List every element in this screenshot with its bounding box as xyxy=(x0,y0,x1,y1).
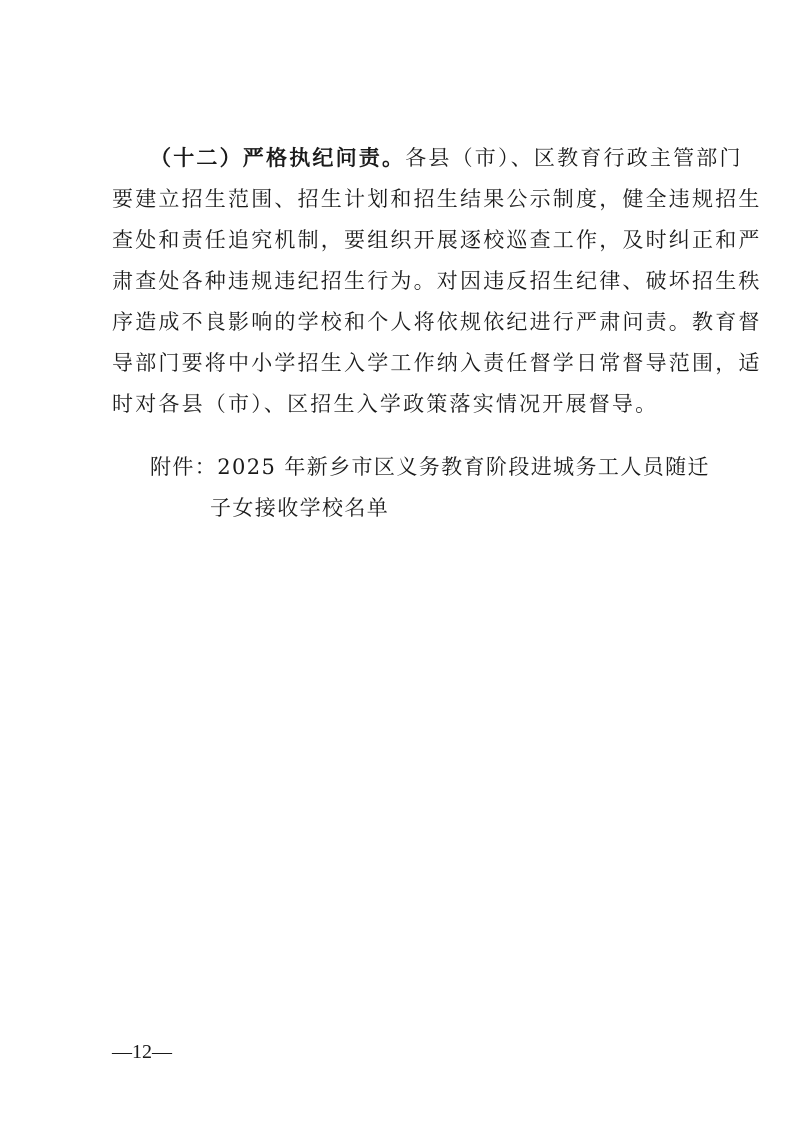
paragraph-line-7: 时对各县（市）、区招生入学政策落实情况开展督导。 xyxy=(112,392,659,416)
paragraph-text: 各县（市）、区教育行政主管部门 xyxy=(405,146,743,170)
paragraph-line-1 xyxy=(150,143,743,173)
paragraph-line-3: 查处和责任追究机制，要组织开展逐校巡查工作，及时纠正和严 xyxy=(112,228,762,252)
page-number: —12— xyxy=(112,1041,172,1063)
attachment-line-1: 附件：2025 年新乡市区义务教育阶段进城务工人员随迁 xyxy=(150,455,710,479)
section-heading: （十二）严格执纪问责。 xyxy=(150,146,406,170)
attachment-line-2: 子女接收学校名单 xyxy=(210,496,390,520)
paragraph-line-2: 要建立招生范围、招生计划和招生结果公示制度，健全违规招生 xyxy=(112,187,762,211)
paragraph-line-4: 肃查处各种违规违纪招生行为。对因违反招生纪律、破坏招生秩 xyxy=(112,269,762,293)
paragraph-line-6: 导部门要将中小学招生入学工作纳入责任督学日常督导范围，适 xyxy=(112,351,762,375)
paragraph-line-5: 序造成不良影响的学校和个人将依规依纪进行严肃问责。教育督 xyxy=(112,310,762,334)
